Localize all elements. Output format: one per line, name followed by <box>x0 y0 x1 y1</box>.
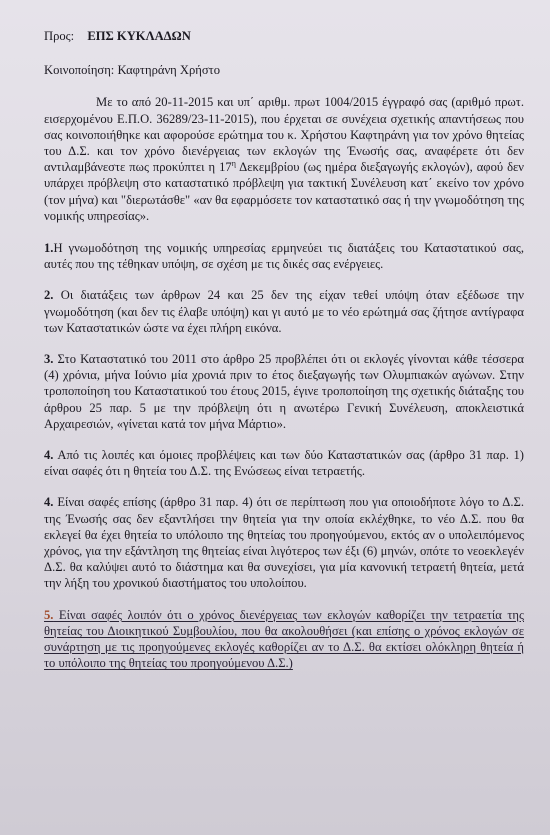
intro-superscript: η <box>231 159 236 169</box>
paragraph-text: Είναι σαφές επίσης (άρθρο 31 παρ. 4) ότι σε περίπτωση που για οποιοδήποτε λόγο το Δ.Σ. της Ένωσής σας δεν εξαντλήσει την θητεία για την οποία εκλέχθηκε, το νέο Δ.Σ. που θα εκλεγεί θα έχει θητεία το υπόλοιπο της θητείας του προηγούμενου, εκτός αν ο υπολειπόμενος χρόνος, για την εξάντληση της θητείας είναι λιγότερος των έξι (6) μηνών, οπότε το νεοεκλεγέν Δ.Σ. θα καλύψει αυτό το διάστημα και θα συνεχίσει, για μία κανονική τετραετή θητεία, μετά την λήξη του χρονικού διαστήματος του υπολοίπου. <box>44 495 524 591</box>
paragraph-5-underlined <box>44 607 524 672</box>
paragraph-number: 5. <box>44 607 54 622</box>
paragraph-number: 3. <box>44 352 54 367</box>
paragraph-number: 4. <box>44 448 54 463</box>
paragraph-text: Η γνωμοδότηση της νομικής υπηρεσίας ερμηνεύει τις διατάξεις του Καταστατικού σας, αυτές που της τέθηκαν υπόψη, σε σχέση με τις δικές σας ενέργειες. <box>44 241 524 272</box>
cc-value: Καφτηράνη Χρήστο <box>117 63 221 78</box>
recipient-value: ΕΠΣ ΚΥΚΛΑΔΩΝ <box>87 29 191 43</box>
paragraph-number: 2. <box>44 288 54 303</box>
paragraph-number: 4. <box>44 495 54 510</box>
cc-label: Κοινοποίηση: <box>44 63 115 78</box>
paragraph-text: Είναι σαφές λοιπόν ότι ο χρόνος διενέργειας των εκλογών καθορίζει την τετραετία της θητείας του Διοικητικού Συμβουλίου, που θα ακολουθήσει (και επίσης ο χρόνος εκλογών σε συνάρτηση με τις προηγούμενες εκλογές καθορίζει αν το Δ.Σ. θα εκτίσει ολόκληρη θητεία ή το υπόλοιπο της θητείας του προηγούμενου Δ.Σ.) <box>44 607 524 671</box>
paragraph-2 <box>44 287 524 336</box>
paragraph-1 <box>44 240 524 272</box>
recipient-label: Προς: <box>44 29 75 43</box>
paragraph-text: Στο Καταστατικό του 2011 στο άρθρο 25 προβλέπει ότι οι εκλογές γίνονται κάθε τέσσερα (4) χρόνια, μήνα Ιούνιο μία χρονιά πριν το έτος διεξαγωγής των Ολυμπιακών αγώνων. Στην τροποποίηση του Καταστατικού του έτους 2015, έγινε τροποποίηση της σχετικής διάταξης του άρθρου 25 παρ. 5 με την πρόβλεψη ότι η ανωτέρω Γενική Συνέλευση, αποκλειστικά Αρχαιρεσιών, «γίνεται κατά τον μήνα Μάρτιο». <box>44 352 524 431</box>
intro-paragraph <box>44 94 524 224</box>
paragraph-text: Από τις λοιπές και όμοιες προβλέψεις και των δύο Καταστατικών σας (άρθρο 31 παρ. 1) είναι σαφές ότι η θητεία του Δ.Σ. της Ενώσεως είναι τετραετής. <box>44 448 524 479</box>
intro-text-part1: Με το από 20-11-2015 και υπ΄ αριθμ. πρωτ 1004/2015 έγγραφό σας (αριθμό πρωτ. εισερχομένου Ε.Π.Ο. 36289/23-11-2015), που έρχεται σε συνέχεια σχετικής απαντήσεως που σας κοινοποιήθηκε και αφορούσε ερώτημα του κ. Χρήστου Καφτηράνη για τον χρόνο θητείας του Δ.Σ. και τον χρόνο διενέργειας των εκλογών της Ένωσής σας, αναφέρετε ότι δεν αντιλαμβάνεστε πως προκύπτει η 17 <box>44 95 524 175</box>
paragraph-4a <box>44 447 524 479</box>
paragraph-4b <box>44 494 524 591</box>
paragraph-number: 1. <box>44 241 54 256</box>
recipient-line <box>44 28 524 44</box>
cc-line <box>44 62 524 78</box>
paragraph-text: Οι διατάξεις των άρθρων 24 και 25 δεν της είχαν τεθεί υπόψη όταν εξέδωσε την γνωμοδότηση (και δεν τις έλαβε υπόψη) και γι αυτό με το νέο ερώτημά σας ζήτησε αντίγραφα των Καταστατικών ώστε να έχει πλήρη εικόνα. <box>44 288 524 335</box>
paragraph-3 <box>44 351 524 432</box>
intro-text-part2: Δεκεμβρίου (ως ημέρα διεξαγωγής εκλογών), αφού δεν υπάρχει πρόβλεψη στο καταστατικό πρόβλεψη για τακτική Συνέλευση κατ΄ εκείνο τον χρόνο (τον μήνα) και "διερωτάσθε" «αν θα εφαρμόσετε τον καταστατικό σας ή την γνωμοδότηση της νομικής υπηρεσίας». <box>44 160 524 223</box>
